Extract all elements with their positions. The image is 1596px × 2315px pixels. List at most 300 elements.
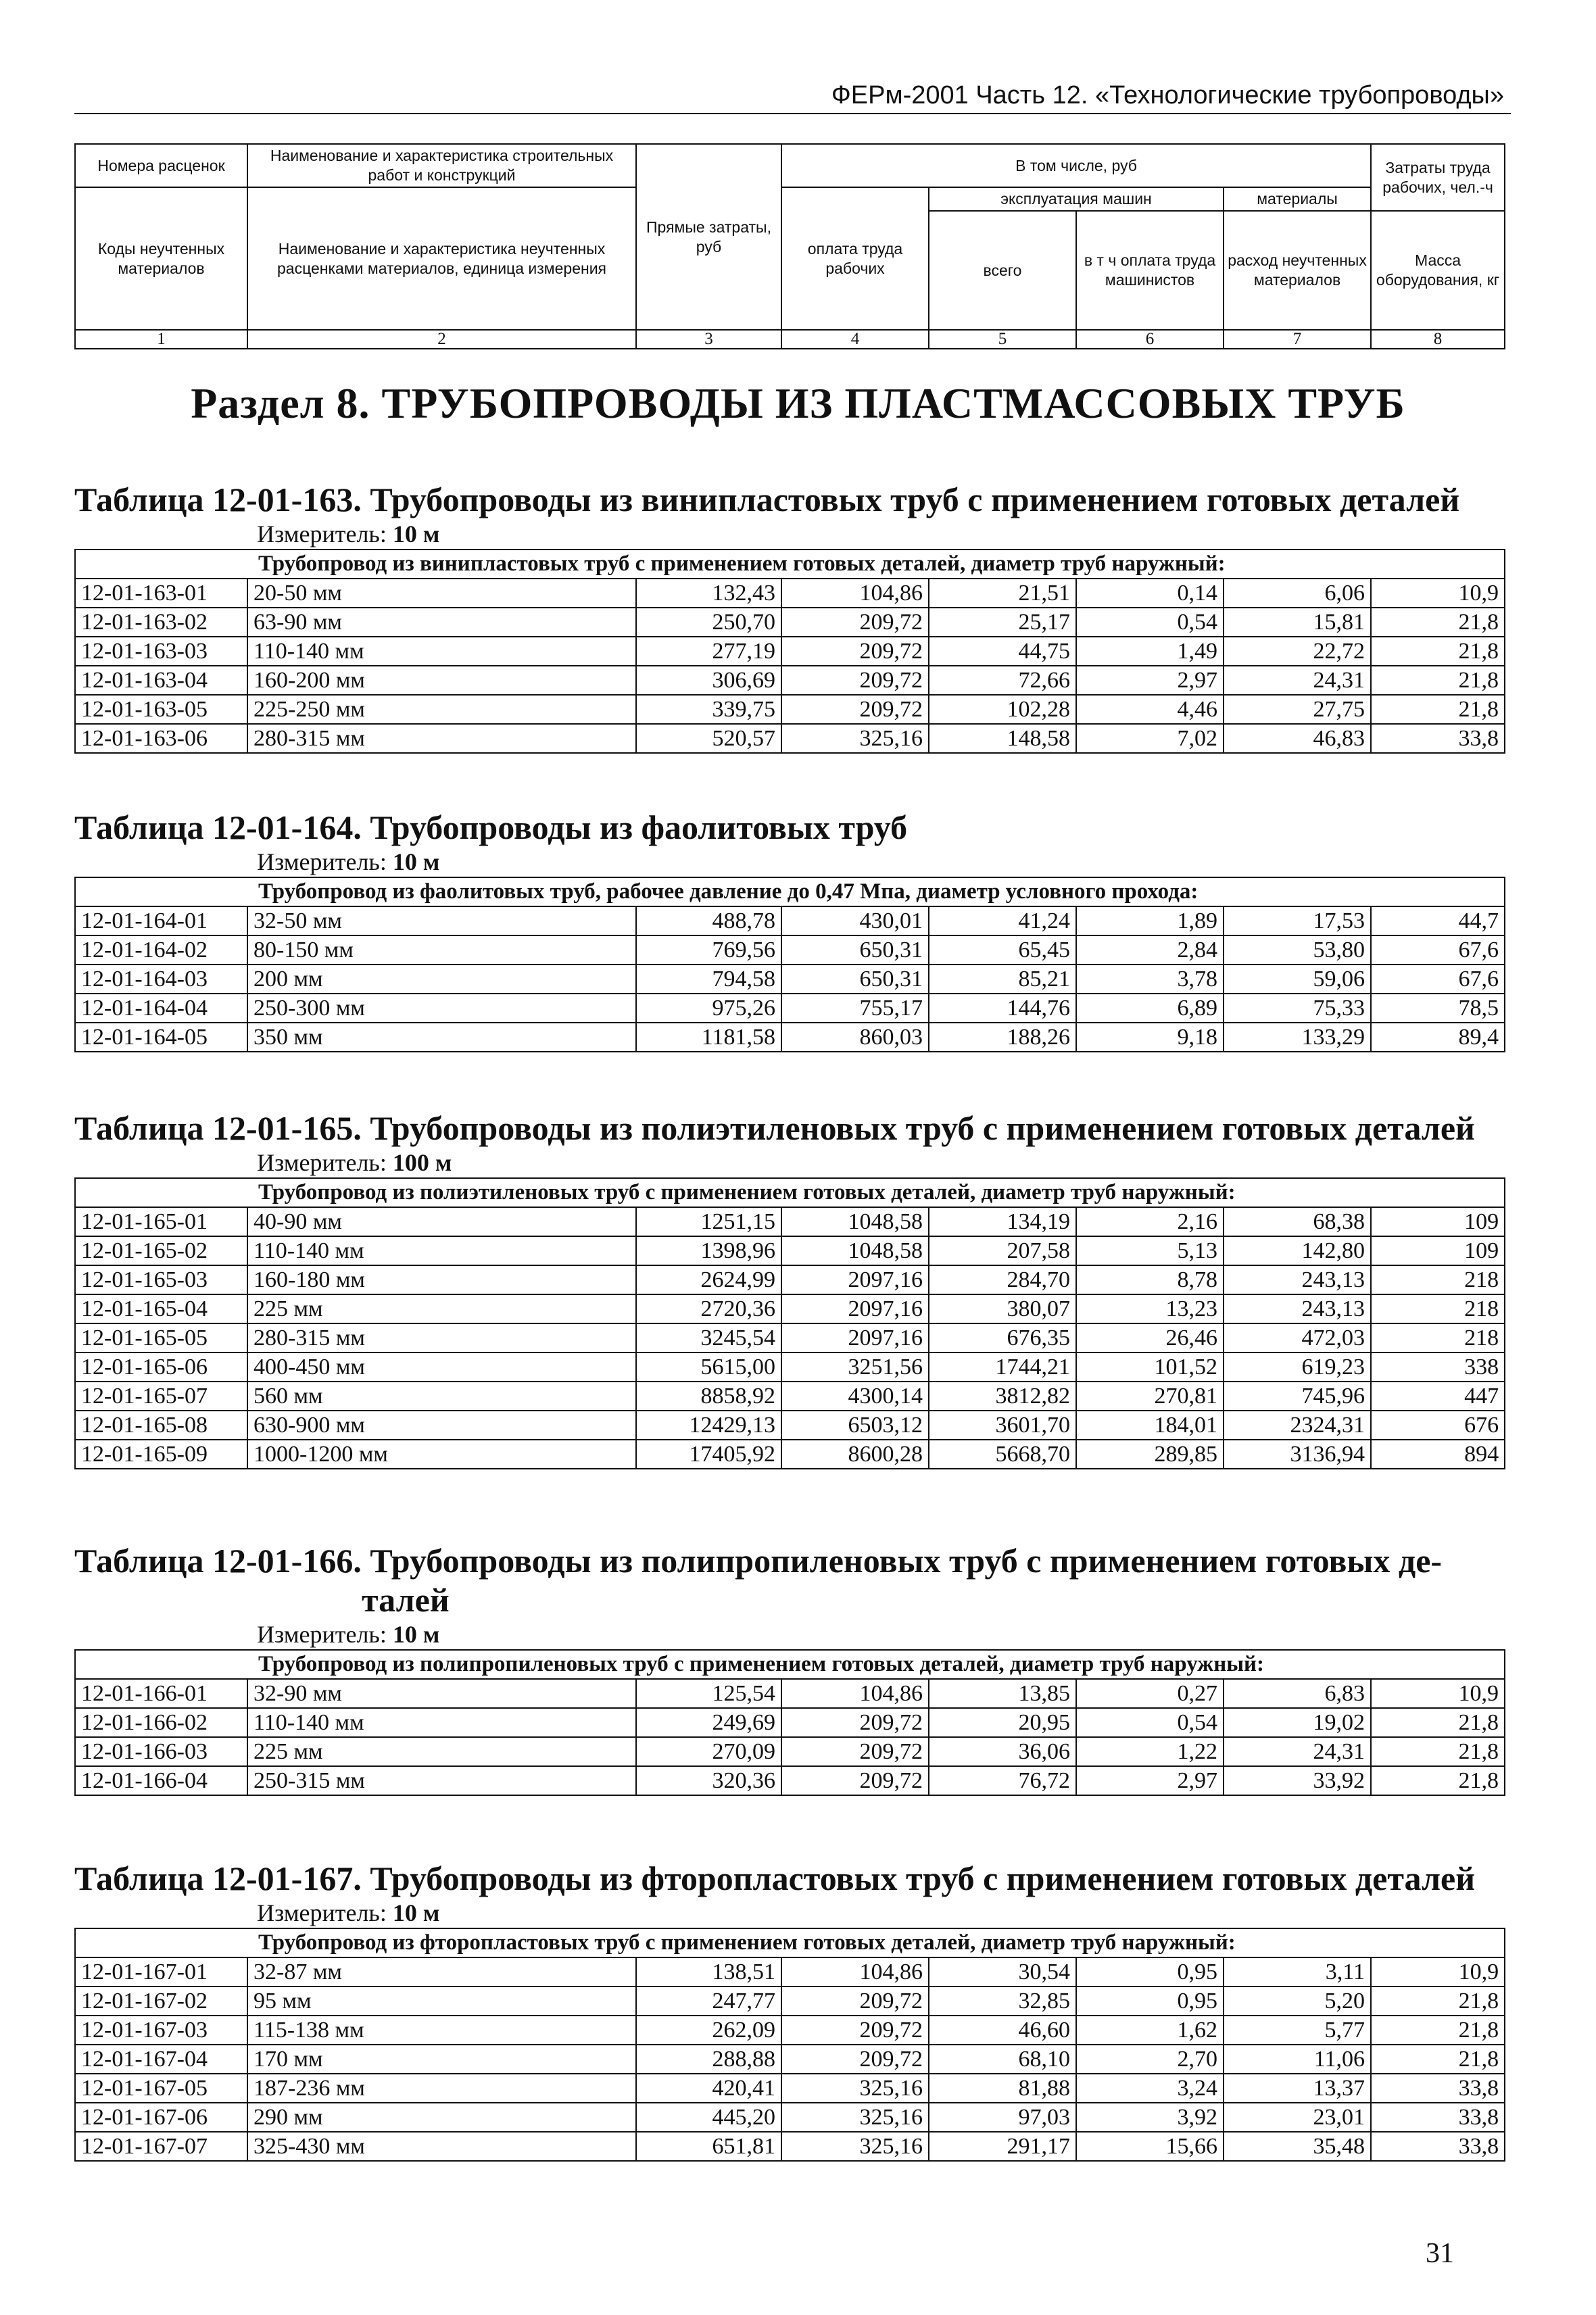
cost-value: 284,70 xyxy=(929,1265,1076,1294)
cost-value: 68,10 xyxy=(929,2045,1076,2074)
table-title xyxy=(74,808,1504,847)
table-code: Таблица 12-01-163. xyxy=(74,481,362,518)
header-materials: материалы xyxy=(1224,187,1371,211)
header-col8-top: Затраты труда рабочих, чел.-ч xyxy=(1371,144,1505,211)
measure-value: 10 м xyxy=(392,1621,440,1648)
cost-value: 21,8 xyxy=(1371,1987,1505,2016)
cost-value: 72,66 xyxy=(929,666,1076,695)
cost-value: 520,57 xyxy=(636,724,781,753)
cost-value: 21,51 xyxy=(929,579,1076,608)
rate-code: 12-01-167-01 xyxy=(75,1957,247,1987)
cost-value: 0,54 xyxy=(1076,1708,1224,1737)
pipe-size: 250-300 мм xyxy=(247,994,636,1023)
cost-value: 184,01 xyxy=(1076,1411,1224,1440)
cost-value: 6,06 xyxy=(1224,579,1371,608)
measure-label: Измеритель: xyxy=(257,1899,387,1926)
cost-value: 44,75 xyxy=(929,637,1076,666)
cost-value: 17405,92 xyxy=(636,1440,781,1469)
column-number: 8 xyxy=(1371,330,1505,349)
cost-value: 0,95 xyxy=(1076,1957,1224,1987)
cost-value: 209,72 xyxy=(781,2045,929,2074)
table-name: Трубопроводы из полипропиленовых труб с применением готовых де- xyxy=(370,1542,1443,1580)
cost-value: 89,4 xyxy=(1371,1023,1505,1052)
cost-value: 5,20 xyxy=(1224,1987,1371,2016)
pipe-size: 400-450 мм xyxy=(247,1353,636,1382)
cost-value: 10,9 xyxy=(1371,1679,1505,1708)
cost-value: 33,8 xyxy=(1371,2074,1505,2103)
header-col8-bottom: Масса оборудования, кг xyxy=(1371,211,1505,330)
rate-code: 12-01-165-02 xyxy=(75,1236,247,1265)
cost-value: 619,23 xyxy=(1224,1353,1371,1382)
pipe-size: 200 мм xyxy=(247,965,636,994)
table-row xyxy=(75,935,1505,965)
table-title xyxy=(74,480,1504,519)
cost-value: 142,80 xyxy=(1224,1236,1371,1265)
measure-unit xyxy=(257,1619,1504,1649)
table-caption: Трубопровод из винипластовых труб с применением готовых деталей, диаметр труб наружный: xyxy=(75,550,1505,579)
pipe-size: 250-315 мм xyxy=(247,1766,636,1795)
pipe-size: 110-140 мм xyxy=(247,637,636,666)
cost-value: 209,72 xyxy=(781,1987,929,2016)
pipe-size: 187-236 мм xyxy=(247,2074,636,2103)
cost-value: 1048,58 xyxy=(781,1207,929,1236)
table-row xyxy=(75,1440,1505,1469)
rate-code: 12-01-163-03 xyxy=(75,637,247,666)
cost-value: 3136,94 xyxy=(1224,1440,1371,1469)
pipe-size: 32-90 мм xyxy=(247,1679,636,1708)
cost-value: 13,37 xyxy=(1224,2074,1371,2103)
header-col6: в т ч оплата труда машинистов xyxy=(1076,211,1224,330)
cost-value: 21,8 xyxy=(1371,637,1505,666)
cost-value: 46,60 xyxy=(929,2016,1076,2045)
table-row xyxy=(75,1957,1505,1987)
cost-value: 488,78 xyxy=(636,906,781,935)
cost-value: 8858,92 xyxy=(636,1382,781,1411)
pipe-size: 630-900 мм xyxy=(247,1411,636,1440)
column-header-table xyxy=(74,143,1505,349)
cost-value: 325,16 xyxy=(781,724,929,753)
header-group: В том числе, руб xyxy=(781,144,1371,187)
cost-value: 894 xyxy=(1371,1440,1505,1469)
cost-value: 23,01 xyxy=(1224,2103,1371,2132)
measure-unit xyxy=(257,1898,1504,1928)
cost-value: 676 xyxy=(1371,1411,1505,1440)
cost-value: 1398,96 xyxy=(636,1236,781,1265)
table-row xyxy=(75,666,1505,695)
pipe-size: 80-150 мм xyxy=(247,935,636,965)
column-number: 1 xyxy=(75,330,247,349)
table-title xyxy=(74,1859,1504,1898)
cost-value: 2,97 xyxy=(1076,1766,1224,1795)
cost-value: 11,06 xyxy=(1224,2045,1371,2074)
measure-unit xyxy=(257,519,1504,549)
cost-value: 10,9 xyxy=(1371,579,1505,608)
table-title xyxy=(74,1108,1504,1148)
pipe-size: 290 мм xyxy=(247,2103,636,2132)
cost-value: 10,9 xyxy=(1371,1957,1505,1987)
cost-value: 430,01 xyxy=(781,906,929,935)
cost-value: 20,95 xyxy=(929,1708,1076,1737)
cost-value: 2324,31 xyxy=(1224,1411,1371,1440)
header-col2-bottom: Наименование и характеристика неучтенных расценками материалов, единица измерения xyxy=(247,187,636,330)
cost-value: 6,83 xyxy=(1224,1679,1371,1708)
cost-value: 19,02 xyxy=(1224,1708,1371,1737)
table-row xyxy=(75,579,1505,608)
table-name-cont: талей xyxy=(362,1581,450,1619)
cost-value: 2,16 xyxy=(1076,1207,1224,1236)
cost-value: 13,23 xyxy=(1076,1294,1224,1323)
measure-value: 10 м xyxy=(392,1899,440,1926)
table-title xyxy=(74,1541,1504,1619)
table-name: Трубопроводы из винипластовых труб с применением готовых деталей xyxy=(370,481,1460,518)
table-row xyxy=(75,1236,1505,1265)
cost-value: 75,33 xyxy=(1224,994,1371,1023)
cost-value: 138,51 xyxy=(636,1957,781,1987)
table-code: Таблица 12-01-166. xyxy=(74,1542,362,1580)
cost-value: 9,18 xyxy=(1076,1023,1224,1052)
rate-code: 12-01-164-04 xyxy=(75,994,247,1023)
pipe-size: 350 мм xyxy=(247,1023,636,1052)
cost-value: 1744,21 xyxy=(929,1353,1076,1382)
cost-value: 209,72 xyxy=(781,666,929,695)
rate-code: 12-01-163-06 xyxy=(75,724,247,753)
cost-value: 5,13 xyxy=(1076,1236,1224,1265)
cost-value: 651,81 xyxy=(636,2132,781,2161)
measure-unit xyxy=(257,847,1504,877)
table-code: Таблица 12-01-165. xyxy=(74,1109,362,1147)
cost-value: 3245,54 xyxy=(636,1323,781,1353)
pipe-size: 170 мм xyxy=(247,2045,636,2074)
table-row xyxy=(75,1265,1505,1294)
cost-value: 209,72 xyxy=(781,1708,929,1737)
rate-code: 12-01-166-04 xyxy=(75,1766,247,1795)
table-row xyxy=(75,1207,1505,1236)
cost-value: 270,09 xyxy=(636,1737,781,1766)
cost-value: 68,38 xyxy=(1224,1207,1371,1236)
pipe-size: 225-250 мм xyxy=(247,695,636,724)
cost-value: 33,92 xyxy=(1224,1766,1371,1795)
rates-table xyxy=(74,549,1505,754)
cost-value: 3,11 xyxy=(1224,1957,1371,1987)
section-title: Раздел 8. ТРУБОПРОВОДЫ ИЗ ПЛАСТМАССОВЫХ ТРУБ xyxy=(191,379,1405,427)
column-number: 2 xyxy=(247,330,636,349)
cost-value: 472,03 xyxy=(1224,1323,1371,1353)
rate-code: 12-01-166-01 xyxy=(75,1679,247,1708)
table-code: Таблица 12-01-164. xyxy=(74,808,362,846)
cost-value: 78,5 xyxy=(1371,994,1505,1023)
rate-code: 12-01-163-02 xyxy=(75,608,247,637)
cost-value: 133,29 xyxy=(1224,1023,1371,1052)
pipe-size: 280-315 мм xyxy=(247,724,636,753)
cost-value: 44,7 xyxy=(1371,906,1505,935)
cost-value: 148,58 xyxy=(929,724,1076,753)
cost-value: 21,8 xyxy=(1371,666,1505,695)
cost-value: 3601,70 xyxy=(929,1411,1076,1440)
cost-value: 17,53 xyxy=(1224,906,1371,935)
pipe-size: 1000-1200 мм xyxy=(247,1440,636,1469)
header-machines: эксплуатация машин xyxy=(929,187,1224,211)
table-row xyxy=(75,1353,1505,1382)
table-block xyxy=(74,1541,1504,1796)
cost-value: 33,8 xyxy=(1371,724,1505,753)
cost-value: 144,76 xyxy=(929,994,1076,1023)
rate-code: 12-01-165-07 xyxy=(75,1382,247,1411)
rate-code: 12-01-166-03 xyxy=(75,1737,247,1766)
table-block xyxy=(74,808,1504,1052)
cost-value: 12429,13 xyxy=(636,1411,781,1440)
cost-value: 24,31 xyxy=(1224,1737,1371,1766)
cost-value: 277,19 xyxy=(636,637,781,666)
pipe-size: 110-140 мм xyxy=(247,1236,636,1265)
cost-value: 59,06 xyxy=(1224,965,1371,994)
cost-value: 21,8 xyxy=(1371,2045,1505,2074)
table-row xyxy=(75,1323,1505,1353)
cost-value: 36,06 xyxy=(929,1737,1076,1766)
cost-value: 1048,58 xyxy=(781,1236,929,1265)
cost-value: 4,46 xyxy=(1076,695,1224,724)
cost-value: 1181,58 xyxy=(636,1023,781,1052)
rate-code: 12-01-167-06 xyxy=(75,2103,247,2132)
table-name: Трубопроводы из полиэтиленовых труб с применением готовых деталей xyxy=(370,1109,1475,1147)
cost-value: 338 xyxy=(1371,1353,1505,1382)
cost-value: 325,16 xyxy=(781,2103,929,2132)
pipe-size: 560 мм xyxy=(247,1382,636,1411)
cost-value: 209,72 xyxy=(781,2016,929,2045)
cost-value: 243,13 xyxy=(1224,1265,1371,1294)
cost-value: 67,6 xyxy=(1371,935,1505,965)
measure-value: 10 м xyxy=(392,520,440,547)
table-caption: Трубопровод из фторопластовых труб с применением готовых деталей, диаметр труб наружный: xyxy=(75,1928,1505,1957)
cost-value: 30,54 xyxy=(929,1957,1076,1987)
cost-value: 41,24 xyxy=(929,906,1076,935)
rate-code: 12-01-163-05 xyxy=(75,695,247,724)
cost-value: 270,81 xyxy=(1076,1382,1224,1411)
cost-value: 291,17 xyxy=(929,2132,1076,2161)
cost-value: 25,17 xyxy=(929,608,1076,637)
cost-value: 1,49 xyxy=(1076,637,1224,666)
cost-value: 15,81 xyxy=(1224,608,1371,637)
cost-value: 22,72 xyxy=(1224,637,1371,666)
rate-code: 12-01-165-03 xyxy=(75,1265,247,1294)
cost-value: 380,07 xyxy=(929,1294,1076,1323)
table-row xyxy=(75,1382,1505,1411)
cost-value: 2,97 xyxy=(1076,666,1224,695)
cost-value: 21,8 xyxy=(1371,2016,1505,2045)
measure-value: 10 м xyxy=(392,848,440,875)
table-code: Таблица 12-01-167. xyxy=(74,1859,362,1897)
rate-code: 12-01-167-03 xyxy=(75,2016,247,2045)
cost-value: 32,85 xyxy=(929,1987,1076,2016)
table-row xyxy=(75,608,1505,637)
table-row xyxy=(75,2132,1505,2161)
table-row xyxy=(75,1708,1505,1737)
cost-value: 243,13 xyxy=(1224,1294,1371,1323)
cost-value: 4300,14 xyxy=(781,1382,929,1411)
table-caption: Трубопровод из полипропиленовых труб с применением готовых деталей, диаметр труб наружный: xyxy=(75,1650,1505,1679)
cost-value: 247,77 xyxy=(636,1987,781,2016)
cost-value: 288,88 xyxy=(636,2045,781,2074)
page-number: 31 xyxy=(1426,2238,1454,2269)
cost-value: 46,83 xyxy=(1224,724,1371,753)
table-caption: Трубопровод из полиэтиленовых труб с применением готовых деталей, диаметр труб наружный: xyxy=(75,1178,1505,1207)
cost-value: 76,72 xyxy=(929,1766,1076,1795)
cost-value: 109 xyxy=(1371,1207,1505,1236)
pipe-size: 110-140 мм xyxy=(247,1708,636,1737)
cost-value: 109 xyxy=(1371,1236,1505,1265)
cost-value: 289,85 xyxy=(1076,1440,1224,1469)
cost-value: 0,95 xyxy=(1076,1987,1224,2016)
header-col1-bottom: Коды неучтенных материалов xyxy=(75,187,247,330)
rates-table xyxy=(74,1928,1505,2162)
table-caption: Трубопровод из фаолитовых труб, рабочее давление до 0,47 Мпа, диаметр условного прохода: xyxy=(75,877,1505,906)
table-row xyxy=(75,965,1505,994)
rate-code: 12-01-163-04 xyxy=(75,666,247,695)
cost-value: 81,88 xyxy=(929,2074,1076,2103)
header-col2-top: Наименование и характеристика строительных работ и конструкций xyxy=(247,144,636,187)
cost-value: 445,20 xyxy=(636,2103,781,2132)
column-number: 7 xyxy=(1224,330,1371,349)
measure-value: 100 м xyxy=(392,1149,452,1176)
rate-code: 12-01-165-09 xyxy=(75,1440,247,1469)
cost-value: 101,52 xyxy=(1076,1353,1224,1382)
rate-code: 12-01-167-02 xyxy=(75,1987,247,2016)
cost-value: 0,14 xyxy=(1076,579,1224,608)
cost-value: 21,8 xyxy=(1371,608,1505,637)
pipe-size: 325-430 мм xyxy=(247,2132,636,2161)
cost-value: 325,16 xyxy=(781,2132,929,2161)
running-head: ФЕРм-2001 Часть 12. «Технологические трубопроводы» xyxy=(74,81,1511,114)
measure-label: Измеритель: xyxy=(257,848,387,875)
cost-value: 209,72 xyxy=(781,695,929,724)
header-col5: всего xyxy=(929,211,1076,330)
rate-code: 12-01-164-03 xyxy=(75,965,247,994)
cost-value: 21,8 xyxy=(1371,1737,1505,1766)
cost-value: 860,03 xyxy=(781,1023,929,1052)
table-row xyxy=(75,1987,1505,2016)
cost-value: 650,31 xyxy=(781,935,929,965)
rate-code: 12-01-165-05 xyxy=(75,1323,247,1353)
header-col1-top: Номера расценок xyxy=(75,144,247,187)
rate-code: 12-01-167-04 xyxy=(75,2045,247,2074)
table-row xyxy=(75,1294,1505,1323)
table-row xyxy=(75,1411,1505,1440)
header-col7: расход неучтенных материалов xyxy=(1224,211,1371,330)
pipe-size: 32-87 мм xyxy=(247,1957,636,1987)
cost-value: 35,48 xyxy=(1224,2132,1371,2161)
rates-table xyxy=(74,877,1505,1052)
cost-value: 3,24 xyxy=(1076,2074,1224,2103)
column-number: 6 xyxy=(1076,330,1224,349)
cost-value: 306,69 xyxy=(636,666,781,695)
pipe-size: 20-50 мм xyxy=(247,579,636,608)
table-row xyxy=(75,1766,1505,1795)
cost-value: 15,66 xyxy=(1076,2132,1224,2161)
pipe-size: 225 мм xyxy=(247,1294,636,1323)
rate-code: 12-01-165-08 xyxy=(75,1411,247,1440)
cost-value: 85,21 xyxy=(929,965,1076,994)
cost-value: 2097,16 xyxy=(781,1294,929,1323)
rate-code: 12-01-167-05 xyxy=(75,2074,247,2103)
rates-table xyxy=(74,1177,1505,1469)
table-row xyxy=(75,2016,1505,2045)
cost-value: 755,17 xyxy=(781,994,929,1023)
header-col4: оплата труда рабочих xyxy=(781,187,929,330)
cost-value: 104,86 xyxy=(781,1957,929,1987)
cost-value: 5668,70 xyxy=(929,1440,1076,1469)
cost-value: 250,70 xyxy=(636,608,781,637)
rate-code: 12-01-165-01 xyxy=(75,1207,247,1236)
cost-value: 27,75 xyxy=(1224,695,1371,724)
pipe-size: 280-315 мм xyxy=(247,1323,636,1353)
column-number: 4 xyxy=(781,330,929,349)
cost-value: 3251,56 xyxy=(781,1353,929,1382)
cost-value: 209,72 xyxy=(781,637,929,666)
pipe-size: 225 мм xyxy=(247,1737,636,1766)
table-row xyxy=(75,906,1505,935)
cost-value: 8600,28 xyxy=(781,1440,929,1469)
cost-value: 2097,16 xyxy=(781,1265,929,1294)
cost-value: 132,43 xyxy=(636,579,781,608)
cost-value: 745,96 xyxy=(1224,1382,1371,1411)
table-row xyxy=(75,1737,1505,1766)
rates-table xyxy=(74,1649,1505,1796)
cost-value: 1,89 xyxy=(1076,906,1224,935)
cost-value: 0,27 xyxy=(1076,1679,1224,1708)
cost-value: 676,35 xyxy=(929,1323,1076,1353)
cost-value: 104,86 xyxy=(781,579,929,608)
cost-value: 249,69 xyxy=(636,1708,781,1737)
rate-code: 12-01-166-02 xyxy=(75,1708,247,1737)
table-block xyxy=(74,480,1504,754)
rate-code: 12-01-165-06 xyxy=(75,1353,247,1382)
cost-value: 188,26 xyxy=(929,1023,1076,1052)
cost-value: 67,6 xyxy=(1371,965,1505,994)
cost-value: 33,8 xyxy=(1371,2103,1505,2132)
cost-value: 97,03 xyxy=(929,2103,1076,2132)
cost-value: 2720,36 xyxy=(636,1294,781,1323)
cost-value: 125,54 xyxy=(636,1679,781,1708)
cost-value: 769,56 xyxy=(636,935,781,965)
cost-value: 3,92 xyxy=(1076,2103,1224,2132)
cost-value: 262,09 xyxy=(636,2016,781,2045)
table-row xyxy=(75,2045,1505,2074)
cost-value: 13,85 xyxy=(929,1679,1076,1708)
cost-value: 5615,00 xyxy=(636,1353,781,1382)
cost-value: 209,72 xyxy=(781,608,929,637)
cost-value: 2624,99 xyxy=(636,1265,781,1294)
cost-value: 2,70 xyxy=(1076,2045,1224,2074)
rate-code: 12-01-167-07 xyxy=(75,2132,247,2161)
cost-value: 218 xyxy=(1371,1323,1505,1353)
table-row xyxy=(75,637,1505,666)
cost-value: 218 xyxy=(1371,1265,1505,1294)
cost-value: 7,02 xyxy=(1076,724,1224,753)
pipe-size: 160-200 мм xyxy=(247,666,636,695)
cost-value: 0,54 xyxy=(1076,608,1224,637)
cost-value: 650,31 xyxy=(781,965,929,994)
cost-value: 420,41 xyxy=(636,2074,781,2103)
cost-value: 21,8 xyxy=(1371,1766,1505,1795)
column-number: 3 xyxy=(636,330,781,349)
cost-value: 8,78 xyxy=(1076,1265,1224,1294)
cost-value: 209,72 xyxy=(781,1737,929,1766)
cost-value: 104,86 xyxy=(781,1679,929,1708)
pipe-size: 95 мм xyxy=(247,1987,636,2016)
cost-value: 2097,16 xyxy=(781,1323,929,1353)
rate-code: 12-01-164-05 xyxy=(75,1023,247,1052)
measure-label: Измеритель: xyxy=(257,1621,387,1648)
cost-value: 325,16 xyxy=(781,2074,929,2103)
